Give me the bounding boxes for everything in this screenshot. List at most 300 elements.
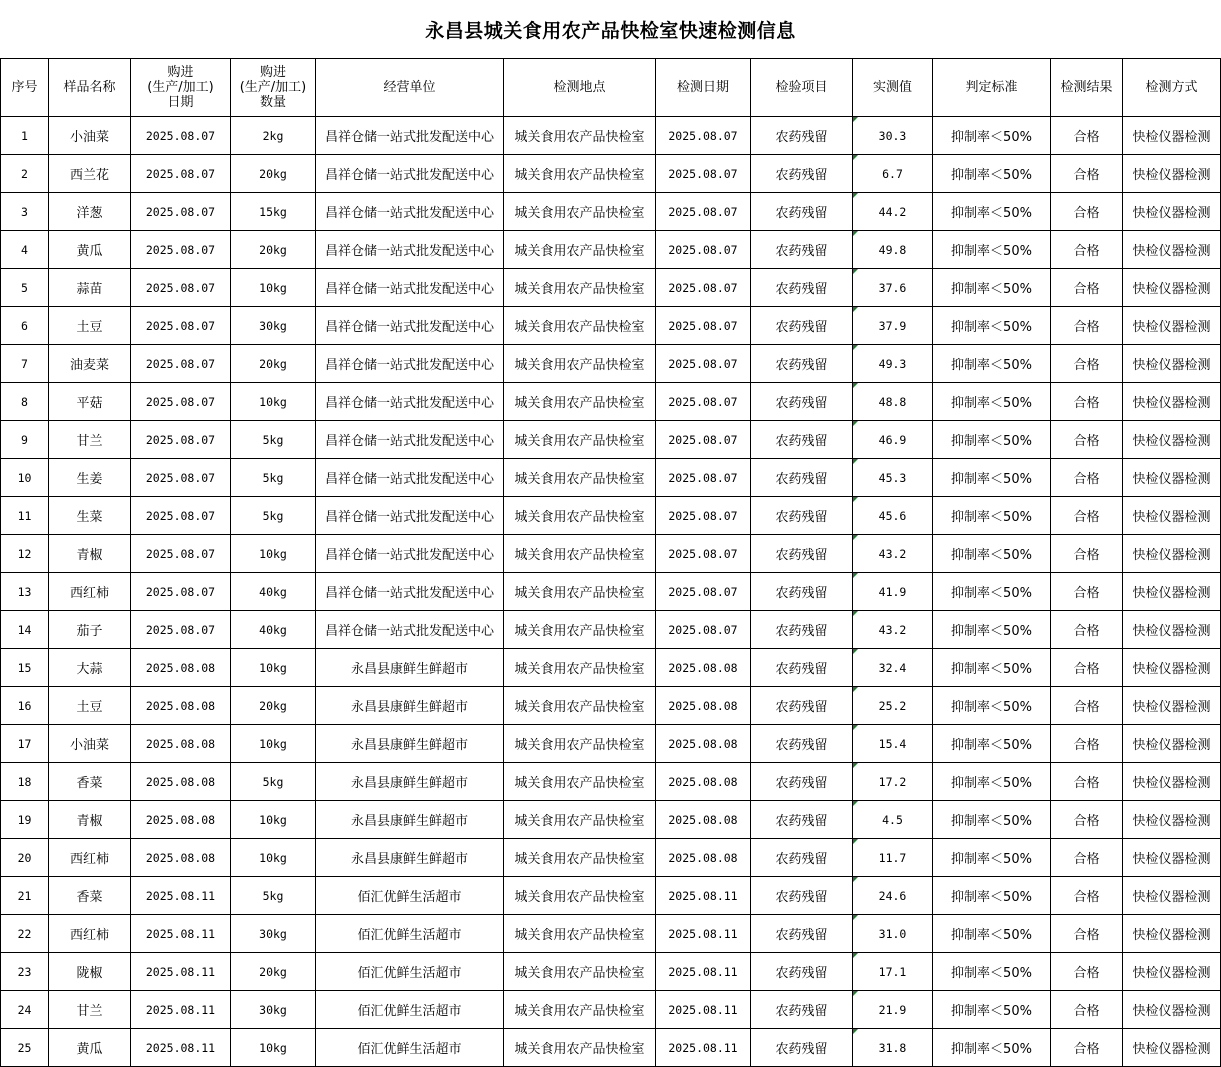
cell-test-place: 城关食用农产品快检室 [504, 687, 656, 725]
cell-result: 合格 [1051, 307, 1123, 345]
cell-result: 合格 [1051, 193, 1123, 231]
cell-test-place: 城关食用农产品快检室 [504, 307, 656, 345]
cell-sample-name: 生姜 [49, 459, 131, 497]
cell-no: 20 [1, 839, 49, 877]
cell-purchase-date: 2025.08.07 [131, 459, 231, 497]
header-business-unit: 经营单位 [316, 59, 504, 117]
cell-method: 快检仪器检测 [1123, 307, 1221, 345]
cell-test-item: 农药残留 [751, 117, 853, 155]
cell-measured-value: 41.9 [853, 573, 933, 611]
cell-purchase-qty: 30kg [231, 307, 316, 345]
table-row [1, 953, 1221, 991]
cell-business-unit: 永昌县康鲜生鲜超市 [316, 725, 504, 763]
cell-test-date: 2025.08.07 [656, 345, 751, 383]
cell-method: 快检仪器检测 [1123, 991, 1221, 1029]
cell-method: 快检仪器检测 [1123, 611, 1221, 649]
cell-sample-name: 油麦菜 [49, 345, 131, 383]
cell-sample-name: 甘兰 [49, 421, 131, 459]
cell-result: 合格 [1051, 1029, 1123, 1067]
cell-test-item: 农药残留 [751, 383, 853, 421]
cell-sample-name: 洋葱 [49, 193, 131, 231]
table-row [1, 991, 1221, 1029]
cell-test-item: 农药残留 [751, 421, 853, 459]
cell-result: 合格 [1051, 459, 1123, 497]
cell-no: 22 [1, 915, 49, 953]
cell-test-item: 农药残留 [751, 801, 853, 839]
cell-business-unit: 昌祥仓储一站式批发配送中心 [316, 307, 504, 345]
cell-purchase-qty: 15kg [231, 193, 316, 231]
cell-method: 快检仪器检测 [1123, 231, 1221, 269]
cell-business-unit: 昌祥仓储一站式批发配送中心 [316, 345, 504, 383]
cell-purchase-qty: 5kg [231, 877, 316, 915]
cell-measured-value: 31.0 [853, 915, 933, 953]
cell-test-item: 农药残留 [751, 535, 853, 573]
cell-method: 快检仪器检测 [1123, 839, 1221, 877]
header-test-date: 检测日期 [656, 59, 751, 117]
cell-no: 24 [1, 991, 49, 1029]
cell-test-place: 城关食用农产品快检室 [504, 725, 656, 763]
cell-test-date: 2025.08.08 [656, 649, 751, 687]
cell-purchase-date: 2025.08.08 [131, 687, 231, 725]
table-row [1, 801, 1221, 839]
cell-no: 18 [1, 763, 49, 801]
cell-no: 5 [1, 269, 49, 307]
cell-sample-name: 甘兰 [49, 991, 131, 1029]
cell-test-place: 城关食用农产品快检室 [504, 535, 656, 573]
cell-result: 合格 [1051, 801, 1123, 839]
header-test-place: 检测地点 [504, 59, 656, 117]
table-row [1, 763, 1221, 801]
cell-no: 25 [1, 1029, 49, 1067]
cell-standard: 抑制率＜50% [933, 231, 1051, 269]
cell-standard: 抑制率＜50% [933, 269, 1051, 307]
header-purchase-date [131, 59, 231, 117]
cell-test-date: 2025.08.07 [656, 421, 751, 459]
cell-test-place: 城关食用农产品快检室 [504, 497, 656, 535]
cell-purchase-date: 2025.08.11 [131, 1029, 231, 1067]
cell-test-place: 城关食用农产品快检室 [504, 1029, 656, 1067]
cell-measured-value: 45.3 [853, 459, 933, 497]
cell-business-unit: 昌祥仓储一站式批发配送中心 [316, 155, 504, 193]
cell-method: 快检仪器检测 [1123, 687, 1221, 725]
cell-test-date: 2025.08.11 [656, 991, 751, 1029]
cell-no: 23 [1, 953, 49, 991]
table-row [1, 535, 1221, 573]
cell-purchase-qty: 10kg [231, 535, 316, 573]
cell-business-unit: 永昌县康鲜生鲜超市 [316, 649, 504, 687]
cell-result: 合格 [1051, 839, 1123, 877]
cell-no: 11 [1, 497, 49, 535]
cell-measured-value: 15.4 [853, 725, 933, 763]
cell-measured-value: 46.9 [853, 421, 933, 459]
cell-business-unit: 昌祥仓储一站式批发配送中心 [316, 459, 504, 497]
cell-measured-value: 4.5 [853, 801, 933, 839]
cell-test-date: 2025.08.11 [656, 877, 751, 915]
cell-purchase-date: 2025.08.11 [131, 953, 231, 991]
cell-test-item: 农药残留 [751, 573, 853, 611]
cell-purchase-qty: 40kg [231, 611, 316, 649]
cell-test-place: 城关食用农产品快检室 [504, 383, 656, 421]
cell-purchase-qty: 10kg [231, 725, 316, 763]
cell-purchase-date: 2025.08.11 [131, 877, 231, 915]
cell-test-item: 农药残留 [751, 725, 853, 763]
cell-business-unit: 昌祥仓储一站式批发配送中心 [316, 117, 504, 155]
cell-method: 快检仪器检测 [1123, 117, 1221, 155]
cell-sample-name: 西红柿 [49, 573, 131, 611]
cell-purchase-qty: 20kg [231, 155, 316, 193]
cell-test-place: 城关食用农产品快检室 [504, 421, 656, 459]
cell-business-unit: 佰汇优鲜生活超市 [316, 877, 504, 915]
cell-test-item: 农药残留 [751, 307, 853, 345]
cell-measured-value: 17.2 [853, 763, 933, 801]
cell-measured-value: 43.2 [853, 611, 933, 649]
cell-purchase-qty: 30kg [231, 991, 316, 1029]
cell-standard: 抑制率＜50% [933, 1029, 1051, 1067]
cell-method: 快检仪器检测 [1123, 953, 1221, 991]
cell-purchase-date: 2025.08.08 [131, 839, 231, 877]
cell-measured-value: 30.3 [853, 117, 933, 155]
cell-result: 合格 [1051, 877, 1123, 915]
cell-test-place: 城关食用农产品快检室 [504, 611, 656, 649]
cell-purchase-qty: 40kg [231, 573, 316, 611]
cell-test-item: 农药残留 [751, 459, 853, 497]
cell-sample-name: 黄瓜 [49, 231, 131, 269]
table-row [1, 117, 1221, 155]
cell-standard: 抑制率＜50% [933, 649, 1051, 687]
cell-purchase-qty: 2kg [231, 117, 316, 155]
cell-sample-name: 小油菜 [49, 725, 131, 763]
cell-test-place: 城关食用农产品快检室 [504, 991, 656, 1029]
table-row [1, 193, 1221, 231]
cell-measured-value: 17.1 [853, 953, 933, 991]
header-purchase-qty [231, 59, 316, 117]
cell-no: 21 [1, 877, 49, 915]
cell-measured-value: 11.7 [853, 839, 933, 877]
cell-purchase-qty: 20kg [231, 231, 316, 269]
cell-standard: 抑制率＜50% [933, 193, 1051, 231]
cell-sample-name: 茄子 [49, 611, 131, 649]
cell-business-unit: 永昌县康鲜生鲜超市 [316, 801, 504, 839]
cell-measured-value: 48.8 [853, 383, 933, 421]
cell-method: 快检仪器检测 [1123, 155, 1221, 193]
cell-sample-name: 蒜苗 [49, 269, 131, 307]
header-no: 序号 [1, 59, 49, 117]
cell-purchase-date: 2025.08.11 [131, 991, 231, 1029]
cell-test-item: 农药残留 [751, 1029, 853, 1067]
cell-purchase-qty: 10kg [231, 801, 316, 839]
cell-measured-value: 49.8 [853, 231, 933, 269]
cell-business-unit: 永昌县康鲜生鲜超市 [316, 839, 504, 877]
cell-purchase-date: 2025.08.07 [131, 421, 231, 459]
cell-purchase-qty: 30kg [231, 915, 316, 953]
cell-purchase-qty: 5kg [231, 421, 316, 459]
table-row [1, 915, 1221, 953]
cell-standard: 抑制率＜50% [933, 991, 1051, 1029]
table-row [1, 877, 1221, 915]
cell-measured-value: 37.6 [853, 269, 933, 307]
cell-purchase-qty: 10kg [231, 649, 316, 687]
cell-test-item: 农药残留 [751, 193, 853, 231]
table-row [1, 345, 1221, 383]
cell-test-place: 城关食用农产品快检室 [504, 345, 656, 383]
cell-measured-value: 49.3 [853, 345, 933, 383]
table-row [1, 573, 1221, 611]
cell-measured-value: 24.6 [853, 877, 933, 915]
cell-method: 快检仪器检测 [1123, 345, 1221, 383]
cell-method: 快检仪器检测 [1123, 421, 1221, 459]
cell-sample-name: 土豆 [49, 307, 131, 345]
cell-business-unit: 昌祥仓储一站式批发配送中心 [316, 231, 504, 269]
cell-test-item: 农药残留 [751, 231, 853, 269]
cell-result: 合格 [1051, 117, 1123, 155]
cell-test-date: 2025.08.07 [656, 459, 751, 497]
cell-business-unit: 昌祥仓储一站式批发配送中心 [316, 535, 504, 573]
cell-test-place: 城关食用农产品快检室 [504, 877, 656, 915]
cell-method: 快检仪器检测 [1123, 573, 1221, 611]
cell-business-unit: 昌祥仓储一站式批发配送中心 [316, 421, 504, 459]
cell-test-date: 2025.08.07 [656, 155, 751, 193]
cell-no: 10 [1, 459, 49, 497]
cell-test-date: 2025.08.07 [656, 497, 751, 535]
cell-result: 合格 [1051, 649, 1123, 687]
header-row [1, 59, 1221, 117]
cell-method: 快检仪器检测 [1123, 269, 1221, 307]
cell-result: 合格 [1051, 573, 1123, 611]
header-test-item: 检验项目 [751, 59, 853, 117]
header-purchase-qty-line2: (生产/加工) [239, 80, 307, 95]
cell-sample-name: 大蒜 [49, 649, 131, 687]
cell-sample-name: 黄瓜 [49, 1029, 131, 1067]
cell-test-item: 农药残留 [751, 269, 853, 307]
cell-standard: 抑制率＜50% [933, 383, 1051, 421]
cell-test-date: 2025.08.07 [656, 573, 751, 611]
cell-purchase-date: 2025.08.07 [131, 535, 231, 573]
cell-purchase-date: 2025.08.07 [131, 497, 231, 535]
cell-no: 15 [1, 649, 49, 687]
cell-test-place: 城关食用农产品快检室 [504, 839, 656, 877]
cell-test-item: 农药残留 [751, 345, 853, 383]
cell-business-unit: 昌祥仓储一站式批发配送中心 [316, 193, 504, 231]
cell-result: 合格 [1051, 231, 1123, 269]
table-row [1, 649, 1221, 687]
cell-test-place: 城关食用农产品快检室 [504, 953, 656, 991]
cell-test-place: 城关食用农产品快检室 [504, 155, 656, 193]
cell-purchase-qty: 20kg [231, 687, 316, 725]
cell-test-item: 农药残留 [751, 763, 853, 801]
cell-test-item: 农药残留 [751, 877, 853, 915]
cell-sample-name: 香菜 [49, 877, 131, 915]
cell-standard: 抑制率＜50% [933, 421, 1051, 459]
cell-test-place: 城关食用农产品快检室 [504, 801, 656, 839]
cell-test-date: 2025.08.11 [656, 953, 751, 991]
cell-sample-name: 西兰花 [49, 155, 131, 193]
cell-test-date: 2025.08.08 [656, 687, 751, 725]
cell-test-item: 农药残留 [751, 839, 853, 877]
cell-purchase-date: 2025.08.07 [131, 307, 231, 345]
cell-test-date: 2025.08.07 [656, 117, 751, 155]
cell-measured-value: 37.9 [853, 307, 933, 345]
cell-test-place: 城关食用农产品快检室 [504, 649, 656, 687]
cell-test-item: 农药残留 [751, 991, 853, 1029]
cell-purchase-date: 2025.08.08 [131, 801, 231, 839]
cell-test-date: 2025.08.07 [656, 611, 751, 649]
cell-test-place: 城关食用农产品快检室 [504, 117, 656, 155]
cell-test-place: 城关食用农产品快检室 [504, 231, 656, 269]
cell-test-item: 农药残留 [751, 915, 853, 953]
header-purchase-date-line1: 购进 [167, 65, 194, 80]
cell-purchase-qty: 20kg [231, 345, 316, 383]
cell-method: 快检仪器检测 [1123, 1029, 1221, 1067]
cell-purchase-date: 2025.08.08 [131, 725, 231, 763]
table-row [1, 421, 1221, 459]
cell-test-item: 农药残留 [751, 687, 853, 725]
cell-measured-value: 21.9 [853, 991, 933, 1029]
cell-result: 合格 [1051, 421, 1123, 459]
cell-method: 快检仪器检测 [1123, 763, 1221, 801]
cell-standard: 抑制率＜50% [933, 687, 1051, 725]
cell-result: 合格 [1051, 497, 1123, 535]
cell-method: 快检仪器检测 [1123, 801, 1221, 839]
cell-purchase-date: 2025.08.07 [131, 117, 231, 155]
cell-test-item: 农药残留 [751, 497, 853, 535]
cell-purchase-qty: 5kg [231, 763, 316, 801]
cell-method: 快检仪器检测 [1123, 459, 1221, 497]
header-purchase-qty-line3: 数量 [259, 95, 286, 110]
cell-standard: 抑制率＜50% [933, 535, 1051, 573]
cell-standard: 抑制率＜50% [933, 839, 1051, 877]
cell-business-unit: 永昌县康鲜生鲜超市 [316, 687, 504, 725]
cell-purchase-date: 2025.08.08 [131, 763, 231, 801]
header-method: 检测方式 [1123, 59, 1221, 117]
cell-purchase-qty: 5kg [231, 497, 316, 535]
cell-method: 快检仪器检测 [1123, 193, 1221, 231]
cell-result: 合格 [1051, 345, 1123, 383]
cell-result: 合格 [1051, 383, 1123, 421]
cell-no: 9 [1, 421, 49, 459]
cell-standard: 抑制率＜50% [933, 307, 1051, 345]
cell-test-item: 农药残留 [751, 155, 853, 193]
cell-purchase-qty: 5kg [231, 459, 316, 497]
cell-test-date: 2025.08.08 [656, 839, 751, 877]
table-row [1, 231, 1221, 269]
header-purchase-date-line2: (生产/加工) [147, 80, 214, 95]
cell-business-unit: 永昌县康鲜生鲜超市 [316, 763, 504, 801]
cell-method: 快检仪器检测 [1123, 383, 1221, 421]
cell-test-date: 2025.08.08 [656, 801, 751, 839]
cell-test-item: 农药残留 [751, 953, 853, 991]
cell-no: 8 [1, 383, 49, 421]
cell-test-date: 2025.08.08 [656, 763, 751, 801]
cell-sample-name: 青椒 [49, 801, 131, 839]
cell-test-date: 2025.08.07 [656, 269, 751, 307]
cell-test-place: 城关食用农产品快检室 [504, 269, 656, 307]
table-body [1, 117, 1221, 1067]
cell-method: 快检仪器检测 [1123, 497, 1221, 535]
header-standard: 判定标准 [933, 59, 1051, 117]
cell-standard: 抑制率＜50% [933, 611, 1051, 649]
cell-result: 合格 [1051, 953, 1123, 991]
cell-sample-name: 土豆 [49, 687, 131, 725]
cell-no: 16 [1, 687, 49, 725]
cell-sample-name: 西红柿 [49, 915, 131, 953]
cell-no: 12 [1, 535, 49, 573]
cell-business-unit: 佰汇优鲜生活超市 [316, 991, 504, 1029]
cell-no: 17 [1, 725, 49, 763]
cell-business-unit: 昌祥仓储一站式批发配送中心 [316, 497, 504, 535]
cell-purchase-date: 2025.08.11 [131, 915, 231, 953]
cell-purchase-date: 2025.08.07 [131, 573, 231, 611]
cell-purchase-date: 2025.08.07 [131, 345, 231, 383]
cell-business-unit: 昌祥仓储一站式批发配送中心 [316, 269, 504, 307]
cell-sample-name: 陇椒 [49, 953, 131, 991]
inspection-table [0, 58, 1221, 1067]
cell-measured-value: 32.4 [853, 649, 933, 687]
cell-standard: 抑制率＜50% [933, 155, 1051, 193]
cell-test-date: 2025.08.11 [656, 1029, 751, 1067]
cell-standard: 抑制率＜50% [933, 915, 1051, 953]
cell-test-date: 2025.08.07 [656, 535, 751, 573]
cell-standard: 抑制率＜50% [933, 117, 1051, 155]
cell-standard: 抑制率＜50% [933, 877, 1051, 915]
cell-test-date: 2025.08.11 [656, 915, 751, 953]
cell-purchase-date: 2025.08.08 [131, 649, 231, 687]
cell-standard: 抑制率＜50% [933, 763, 1051, 801]
cell-measured-value: 44.2 [853, 193, 933, 231]
cell-no: 13 [1, 573, 49, 611]
cell-test-place: 城关食用农产品快检室 [504, 193, 656, 231]
cell-purchase-qty: 10kg [231, 383, 316, 421]
table-row [1, 269, 1221, 307]
cell-measured-value: 25.2 [853, 687, 933, 725]
cell-business-unit: 昌祥仓储一站式批发配送中心 [316, 383, 504, 421]
cell-sample-name: 西红柿 [49, 839, 131, 877]
cell-standard: 抑制率＜50% [933, 573, 1051, 611]
cell-standard: 抑制率＜50% [933, 725, 1051, 763]
cell-business-unit: 佰汇优鲜生活超市 [316, 915, 504, 953]
cell-test-date: 2025.08.07 [656, 307, 751, 345]
cell-result: 合格 [1051, 763, 1123, 801]
cell-result: 合格 [1051, 915, 1123, 953]
cell-no: 2 [1, 155, 49, 193]
cell-method: 快检仪器检测 [1123, 915, 1221, 953]
cell-measured-value: 6.7 [853, 155, 933, 193]
cell-result: 合格 [1051, 687, 1123, 725]
cell-test-item: 农药残留 [751, 611, 853, 649]
cell-purchase-qty: 20kg [231, 953, 316, 991]
cell-purchase-date: 2025.08.07 [131, 611, 231, 649]
cell-sample-name: 小油菜 [49, 117, 131, 155]
cell-purchase-qty: 10kg [231, 1029, 316, 1067]
cell-result: 合格 [1051, 725, 1123, 763]
cell-no: 7 [1, 345, 49, 383]
cell-no: 6 [1, 307, 49, 345]
cell-test-place: 城关食用农产品快检室 [504, 459, 656, 497]
cell-purchase-date: 2025.08.07 [131, 383, 231, 421]
cell-purchase-date: 2025.08.07 [131, 269, 231, 307]
cell-test-date: 2025.08.07 [656, 383, 751, 421]
cell-purchase-date: 2025.08.07 [131, 193, 231, 231]
cell-sample-name: 香菜 [49, 763, 131, 801]
cell-no: 3 [1, 193, 49, 231]
cell-measured-value: 31.8 [853, 1029, 933, 1067]
cell-business-unit: 佰汇优鲜生活超市 [316, 953, 504, 991]
table-row [1, 839, 1221, 877]
cell-purchase-qty: 10kg [231, 269, 316, 307]
cell-purchase-qty: 10kg [231, 839, 316, 877]
page-title: 永昌县城关食用农产品快检室快速检测信息 [425, 20, 796, 42]
cell-result: 合格 [1051, 535, 1123, 573]
table-row [1, 383, 1221, 421]
